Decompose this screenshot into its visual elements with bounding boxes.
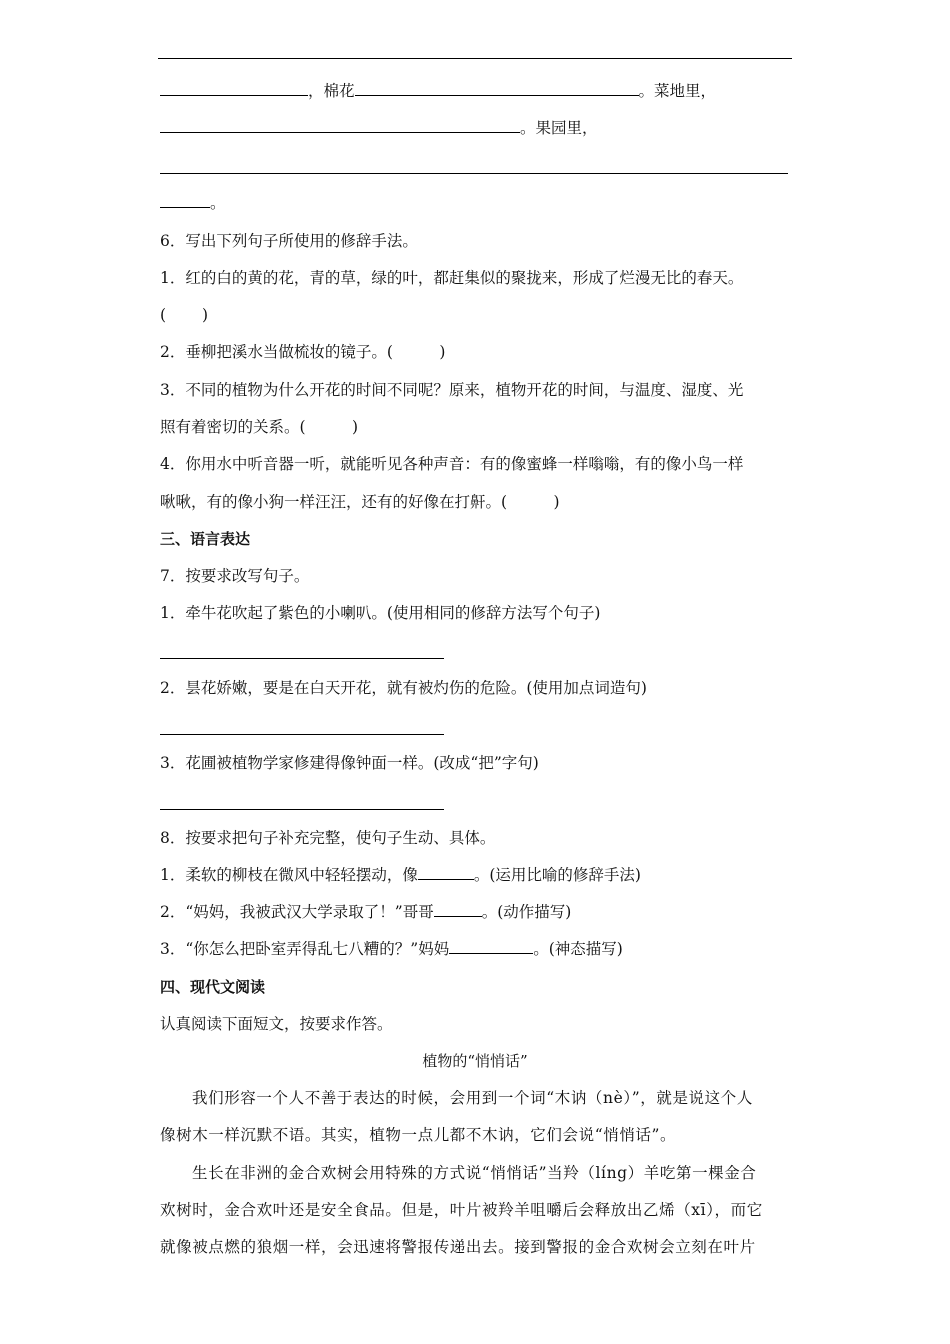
- passage-p2-line-3: 就像被点燃的狼烟一样，会迅速将警报传递出去。接到警报的金合欢树会立刻在叶片: [160, 1238, 756, 1256]
- q5-line-4: 。: [160, 192, 792, 214]
- q6-sentence-4a: 4．你用水中听音器一听，就能听见各种声音：有的像蜜蜂一样嗡嗡，有的像小鸟一样: [160, 455, 744, 473]
- header-rule: [158, 58, 792, 59]
- q6-answer-1[interactable]: ( ): [160, 306, 209, 324]
- answer-blank[interactable]: [434, 902, 482, 917]
- passage-p1-line-1: 我们形容一个人不善于表达的时候，会用到一个词“木讷（nè）”，就是说这个人: [192, 1089, 753, 1107]
- q7-item-2: 2．昙花娇嫩，要是在白天开花，就有被灼伤的危险。(使用加点词造句): [160, 679, 647, 697]
- answer-line[interactable]: [160, 658, 444, 659]
- q6-sentence-3b: 照有着密切的关系。( ): [160, 418, 359, 436]
- passage-title: 植物的“悄悄话”: [422, 1052, 528, 1070]
- answer-blank[interactable]: [418, 865, 474, 880]
- q6-sentence-4b: 啾啾，有的像小狗一样汪汪，还有的好像在打鼾。( ): [160, 493, 560, 511]
- answer-blank[interactable]: [160, 81, 308, 96]
- q7-title: 7．按要求改写句子。: [160, 567, 310, 585]
- answer-blank[interactable]: [355, 81, 639, 96]
- answer-blank[interactable]: [160, 193, 210, 208]
- passage-p2-line-1: 生长在非洲的金合欢树会用特殊的方式说“悄悄话”当羚（líng）羊吃第一棵金合: [192, 1164, 757, 1182]
- passage-p2-line-2: 欢树时，金合欢叶还是安全食品。但是，叶片被羚羊咀嚼后会释放出乙烯（xī），而它: [160, 1201, 763, 1219]
- q7-item-3: 3．花圃被植物学家修建得像钟面一样。(改成“把”字句): [160, 754, 539, 772]
- q8-title: 8．按要求把句子补充完整，使句子生动、具体。: [160, 829, 496, 847]
- q6-sentence-2: 2．垂柳把溪水当做梳妆的镜子。( ): [160, 343, 446, 361]
- answer-line[interactable]: [160, 734, 444, 735]
- q6-sentence-3a: 3．不同的植物为什么开花的时间不同呢？原来，植物开花的时间，与温度、湿度、光: [160, 381, 744, 399]
- answer-blank[interactable]: [160, 118, 520, 133]
- q8-item-3: 3．“你怎么把卧室弄得乱七八糟的？”妈妈 。(神态描写): [160, 940, 623, 958]
- answer-line[interactable]: [160, 173, 788, 174]
- q8-item-1: 1．柔软的柳枝在微风中轻轻摆动，像 。(运用比喻的修辞手法): [160, 866, 641, 884]
- answer-line[interactable]: [160, 809, 444, 810]
- q7-item-1: 1．牵牛花吹起了紫色的小喇叭。(使用相同的修辞方法写个句子): [160, 604, 601, 622]
- section-4-heading: 四、现代文阅读: [160, 978, 266, 996]
- q6-title: 6．写出下列句子所使用的修辞手法。: [160, 232, 418, 250]
- q5-line-1: ，棉花 。菜地里，: [160, 80, 792, 102]
- passage-p1-line-2: 像树木一样沉默不语。其实，植物一点儿都不木讷，它们会说“悄悄话”。: [160, 1126, 677, 1144]
- q5-line-2: 。果园里，: [160, 117, 792, 139]
- answer-blank[interactable]: [449, 939, 533, 954]
- q8-item-2: 2．“妈妈，我被武汉大学录取了！”哥哥 。(动作描写): [160, 903, 572, 921]
- reading-instruction: 认真阅读下面短文，按要求作答。: [160, 1015, 393, 1033]
- q6-sentence-1: 1．红的白的黄的花，青的草，绿的叶，都赶集似的聚拢来，形成了烂漫无比的春天。: [160, 269, 744, 287]
- section-3-heading: 三、语言表达: [160, 530, 251, 548]
